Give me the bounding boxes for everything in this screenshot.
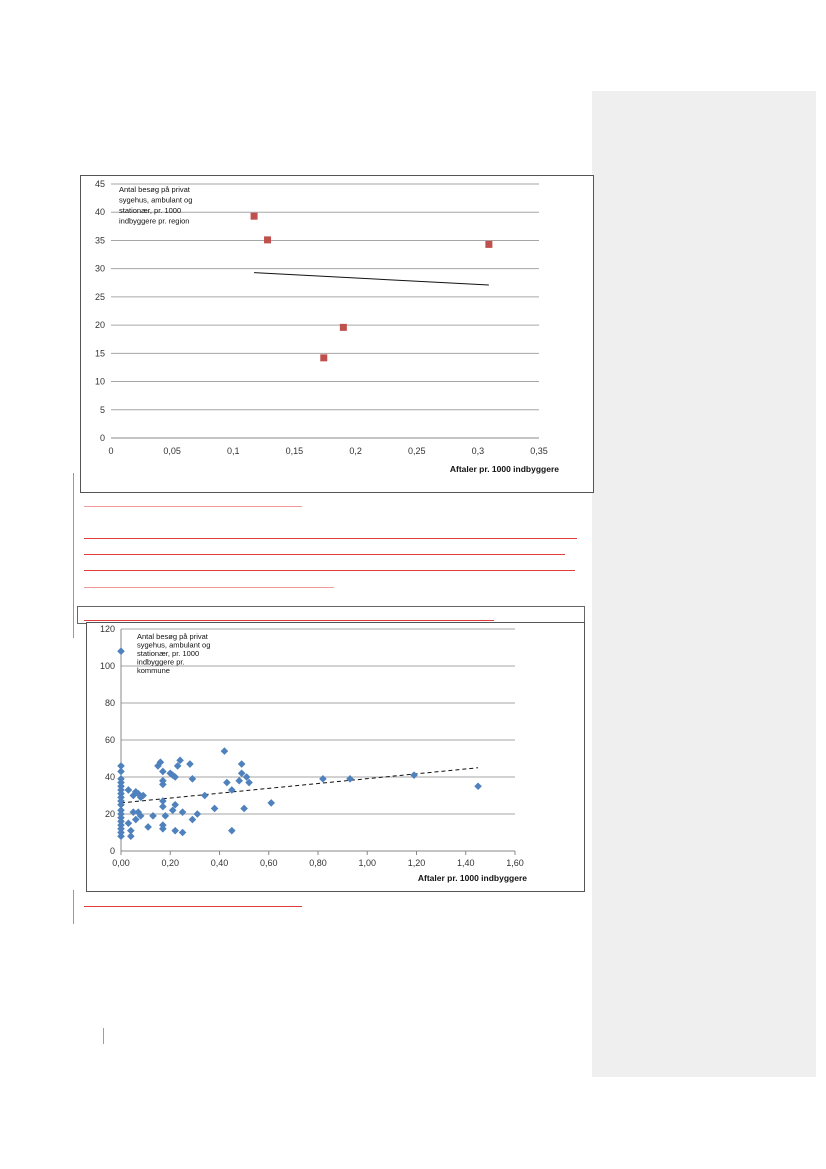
comment-pane (592, 91, 816, 1077)
region-chart (80, 175, 594, 493)
x-tick-label: 1,40 (456, 858, 475, 868)
x-tick-label: 0,35 (530, 446, 548, 456)
data-point (125, 819, 133, 827)
data-point (346, 775, 354, 783)
y-tick-label: 20 (94, 320, 105, 331)
legend-line: sygehus, ambulant og (137, 640, 211, 650)
x-tick-label: 1,00 (358, 858, 377, 868)
trendline (121, 768, 478, 803)
deleted-text-line (84, 906, 302, 907)
x-tick-label: 0,25 (407, 446, 426, 456)
data-point (149, 812, 157, 820)
data-point (179, 808, 187, 816)
change-bar (73, 890, 74, 924)
change-bar (73, 473, 74, 638)
x-axis-label: Aftaler pr. 1000 indbyggere (449, 464, 559, 474)
y-tick-label: 15 (94, 348, 105, 359)
legend-line: stationær, pr. 1000 (119, 206, 182, 215)
data-point (223, 779, 231, 787)
deleted-text-line (84, 570, 575, 571)
deleted-text-line (84, 554, 565, 555)
legend-line: kommune (137, 666, 170, 675)
legend-line: stationær, pr. 1000 (137, 649, 200, 658)
x-tick-label: 0,00 (112, 858, 130, 868)
y-tick-label: 30 (94, 263, 105, 274)
data-point (264, 236, 271, 243)
x-tick-label: 1,20 (407, 858, 426, 868)
data-point (179, 829, 187, 837)
x-tick-label: 0 (108, 446, 114, 456)
y-tick-label: 0 (99, 433, 105, 443)
data-point (251, 213, 258, 220)
x-tick-label: 0,1 (227, 446, 240, 456)
data-point (189, 775, 197, 783)
region-chart-plot (81, 176, 593, 492)
data-point (474, 782, 482, 790)
data-point (240, 805, 248, 813)
data-point (340, 324, 347, 331)
data-point (117, 647, 125, 655)
y-tick-label: 25 (94, 291, 105, 302)
y-tick-label: 40 (104, 772, 115, 782)
data-point (320, 354, 327, 361)
trendline (254, 273, 489, 285)
page-number-marker (103, 1028, 104, 1044)
y-tick-label: 40 (94, 207, 105, 218)
data-point (319, 775, 327, 783)
y-tick-label: 35 (94, 235, 105, 246)
data-point (410, 771, 418, 779)
data-point (201, 792, 209, 800)
deleted-text-line (84, 538, 577, 539)
municipality-chart (86, 622, 585, 892)
legend-line: Antal besøg på privat (119, 185, 190, 194)
legend-line: indbyggere pr. region (119, 216, 190, 226)
x-tick-label: 0,60 (259, 858, 278, 868)
x-tick-label: 0,15 (285, 446, 304, 456)
x-tick-label: 0,3 (471, 446, 485, 456)
legend-line: sygehus, ambulant og (119, 195, 193, 205)
x-tick-label: 0,2 (349, 446, 362, 456)
data-point (125, 786, 133, 794)
data-point (186, 760, 194, 768)
data-point (171, 827, 179, 835)
data-point (267, 799, 275, 807)
y-tick-label: 80 (104, 698, 115, 708)
data-point (127, 832, 135, 840)
data-point (189, 816, 197, 824)
x-tick-label: 0,80 (309, 858, 327, 868)
data-point (228, 827, 236, 835)
data-point (117, 768, 125, 776)
legend-line: indbyggere pr. (137, 657, 185, 667)
data-point (162, 812, 170, 820)
data-point (211, 805, 219, 813)
data-point (235, 777, 243, 785)
y-tick-label: 45 (94, 179, 105, 189)
y-tick-label: 120 (99, 624, 115, 634)
x-tick-label: 0,20 (161, 858, 180, 868)
legend-line: Antal besøg på privat (137, 632, 208, 641)
y-tick-label: 20 (104, 809, 115, 819)
x-tick-label: 1,60 (506, 858, 524, 868)
y-tick-label: 10 (94, 376, 105, 387)
data-point (485, 241, 492, 248)
deleted-text-line (84, 620, 494, 621)
data-point (159, 803, 167, 811)
y-tick-label: 0 (109, 846, 115, 856)
deleted-text-line (84, 506, 302, 507)
deleted-text-line (84, 587, 334, 588)
x-tick-label: 0,40 (210, 858, 229, 868)
data-point (238, 760, 246, 768)
data-point (221, 747, 229, 755)
data-point (159, 768, 167, 776)
y-tick-label: 5 (99, 404, 105, 415)
y-tick-label: 100 (99, 661, 115, 671)
municipality-chart-plot (87, 623, 584, 891)
data-point (144, 823, 152, 831)
y-tick-label: 60 (104, 735, 115, 745)
x-tick-label: 0,05 (163, 446, 181, 456)
x-axis-label: Aftaler pr. 1000 indbyggere (417, 873, 527, 883)
data-point (194, 810, 202, 818)
